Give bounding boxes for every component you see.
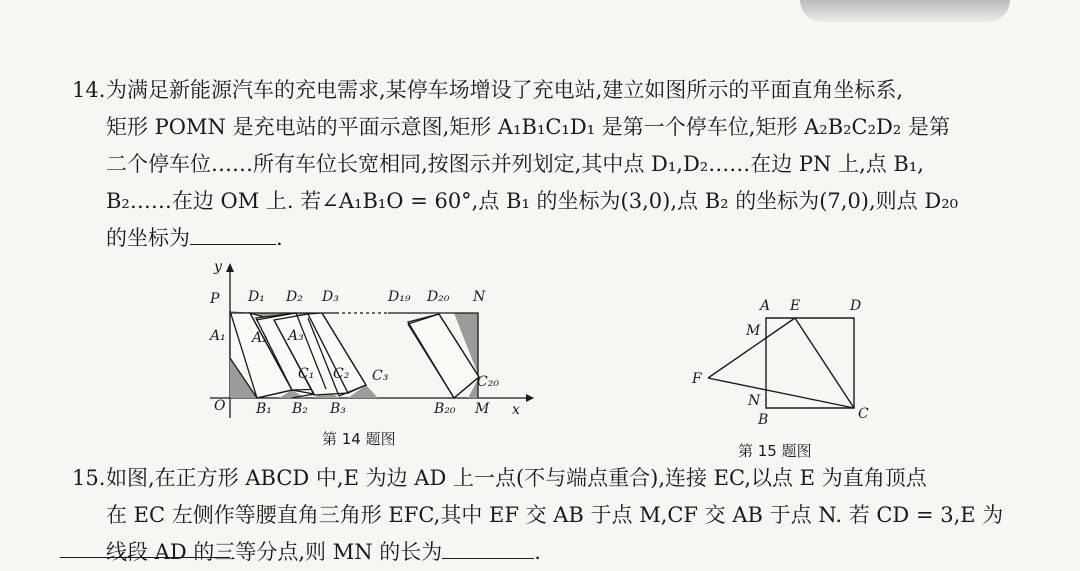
segment-EC — [795, 318, 854, 408]
q14-line-4: B₂……在边 OM 上. 若∠A₁B₁O = 60°,点 B₁ 的坐标为(3,0),点 B₂ 的坐标为(7,0),则点 D₂₀ — [106, 189, 959, 213]
q15-line-3: 线段 AD 的三等分点,则 MN 的长为 . — [106, 540, 541, 564]
label-B20: B₂₀ — [434, 401, 456, 417]
label-N: N — [748, 393, 761, 409]
x-axis-arrow — [526, 394, 534, 402]
label-C1: C₁ — [298, 366, 315, 382]
label-C2: C₂ — [333, 366, 350, 382]
photo-shadow — [800, 0, 1010, 22]
question-15 — [72, 460, 1062, 571]
q14-line-1: 14.为满足新能源汽车的充电需求,某停车场增设了充电站,建立如图所示的平面直角坐标系, — [72, 72, 1062, 109]
label-D19: D₁₉ — [388, 289, 411, 305]
label-D2: D₂ — [286, 289, 303, 305]
label-A: A — [760, 298, 771, 314]
label-D: D — [850, 298, 862, 314]
q14-line-3: 二个停车位……所有车位长宽相同,按图示并列划定,其中点 D₁,D₂……在边 PN 上,点 B₁, — [106, 152, 924, 176]
label-D3: D₃ — [322, 289, 339, 305]
label-B1: B₁ — [256, 401, 272, 417]
label-P: P — [210, 291, 220, 307]
label-M: M — [475, 401, 490, 417]
caption-fig15: 第 15 题图 — [738, 442, 812, 460]
label-y: y — [214, 259, 222, 275]
q15-line-2: 在 EC 左侧作等腰直角三角形 EFC,其中 EF 交 AB 于点 M,CF 交 AB 于点 N. 若 CD = 3,E 为 — [106, 503, 1004, 527]
label-B2: B₂ — [292, 401, 308, 417]
label-A3: A₃ — [288, 328, 304, 344]
q14-answer-blank[interactable] — [190, 244, 276, 245]
q14-line-5: 的坐标为 . — [106, 226, 283, 250]
label-A1: A₁ — [210, 328, 226, 344]
figure-14 — [196, 258, 536, 423]
parking-spots — [230, 313, 479, 398]
label-F: F — [692, 371, 702, 387]
segment-FC — [708, 378, 854, 408]
label-M: M — [746, 323, 761, 339]
label-C20: C₂₀ — [477, 374, 499, 390]
q15-line-1: 15.如图,在正方形 ABCD 中,E 为边 AD 上一点(不与端点重合),连接 EC,以点 E 为直角顶点 — [72, 460, 1062, 497]
label-C3: C₃ — [372, 368, 389, 384]
label-x: x — [512, 402, 520, 418]
figure-15 — [680, 290, 880, 425]
question-14 — [72, 72, 1062, 257]
q15-answer-blank[interactable] — [442, 558, 534, 559]
label-N: N — [473, 289, 486, 305]
q15-number: 15. — [72, 466, 106, 490]
label-C: C — [858, 406, 869, 422]
label-B3: B₃ — [330, 401, 346, 417]
label-B: B — [758, 412, 769, 425]
label-D1: D₁ — [248, 289, 265, 305]
label-A2: A₂ — [252, 330, 268, 346]
margin-rule — [60, 557, 230, 558]
label-O: O — [214, 398, 226, 414]
y-axis-arrow — [226, 263, 234, 272]
q14-number: 14. — [72, 78, 106, 102]
label-D20: D₂₀ — [427, 289, 450, 305]
label-E: E — [790, 298, 801, 314]
square-ABCD — [766, 318, 854, 408]
caption-fig14: 第 14 题图 — [322, 430, 396, 448]
q14-line-2: 矩形 POMN 是充电站的平面示意图,矩形 A₁B₁C₁D₁ 是第一个停车位,矩形 A₂B₂C₂D₂ 是第 — [106, 115, 950, 139]
